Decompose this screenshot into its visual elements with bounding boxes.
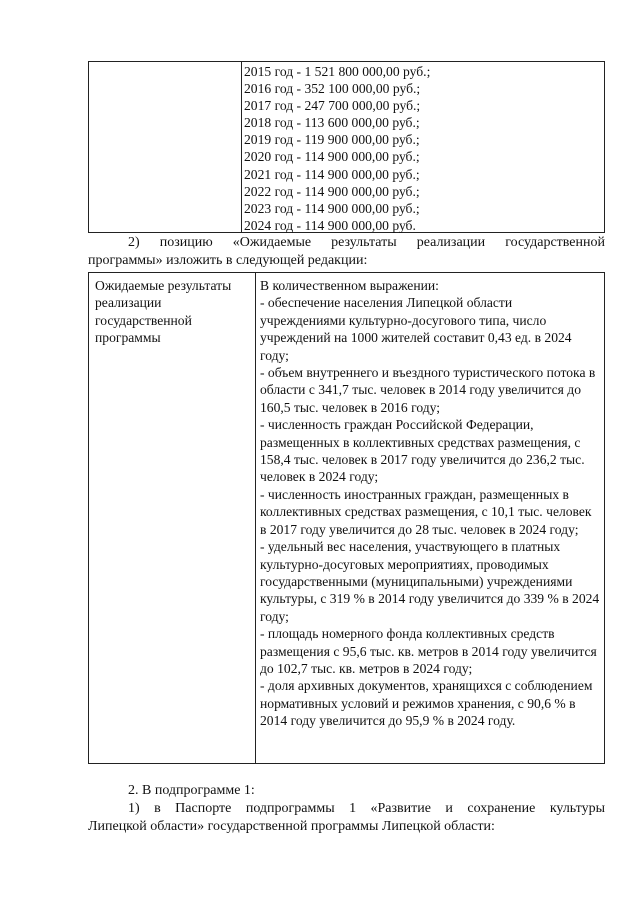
funding-table-values xyxy=(244,63,600,234)
results-label-line: программы xyxy=(95,330,161,346)
funding-line: 2022 год - 114 900 000,00 руб.; xyxy=(244,183,420,199)
results-label-line: Ожидаемые результаты xyxy=(95,278,232,293)
results-item: - численность граждан Российской Федерации, размещенных в коллективных средствах размещения, с 158,4 тыс. человек в 2017 году увеличится до 236,2 тыс. человек в 2024 году; xyxy=(260,417,585,485)
funding-line: 2024 год - 114 900 000,00 руб. xyxy=(244,217,416,233)
results-item: - обеспечение населения Липецкой области учреждениями культурно-досугового типа, число учреждений на 1000 жителей составит 0,43 ед. в 2024 году; xyxy=(260,295,572,363)
funding-line: 2023 год - 114 900 000,00 руб.; xyxy=(244,200,420,216)
results-table-content-cell xyxy=(260,277,600,730)
funding-table xyxy=(88,61,605,233)
results-item: - площадь номерного фонда коллективных средств размещения с 95,6 тыс. кв. метров в 2014 году увеличится до 102,7 тыс. кв. метров в 2024 году; xyxy=(260,626,597,676)
funding-line: 2017 год - 247 700 000,00 руб.; xyxy=(244,98,421,114)
funding-line: 2021 год - 114 900 000,00 руб.; xyxy=(244,166,420,182)
section-2-paragraph-line-2: Липецкой области» государственной программы Липецкой области: xyxy=(88,819,495,834)
results-table-column-divider xyxy=(255,273,256,763)
results-item: - удельный вес населения, участвующего в платных культурно-досуговых мероприятиях, проводимых государственными (муниципальными) учреждениями культуры, с 319 % в 2014 году увеличится до 339 % в 2024 году; xyxy=(260,539,600,624)
funding-line: 2016 год - 352 100 000,00 руб.; xyxy=(244,81,421,97)
section-2-heading: 2. В подпрограмме 1: xyxy=(128,783,255,798)
expected-results-table xyxy=(88,272,605,764)
funding-table-column-divider xyxy=(241,62,242,232)
section-2-paragraph-line-1: 1) в Паспорте подпрограммы 1 «Развитие и сохранение культуры xyxy=(128,801,605,816)
funding-line: 2020 год - 114 900 000,00 руб.; xyxy=(244,149,420,165)
results-item: - объем внутреннего и въездного туристического потока в области с 341,7 тыс. человек в 2014 году увеличится до 160,5 тыс. человек в 2016 году; xyxy=(260,365,596,415)
results-intro: В количественном выражении: xyxy=(260,278,439,293)
results-label-line: реализации xyxy=(95,295,162,311)
funding-line: 2018 год - 113 600 000,00 руб.; xyxy=(244,115,420,131)
instruction-paragraph-line-1: 2) позицию «Ожидаемые результаты реализации государственной xyxy=(128,235,605,250)
results-table-label-cell xyxy=(95,277,251,347)
results-item: - доля архивных документов, хранящихся с соблюдением нормативных условий и режимов хранения, с 90,6 % в 2014 году увеличится до 95,9 % в 2024 году. xyxy=(260,678,593,729)
instruction-paragraph-line-2: программы» изложить в следующей редакции: xyxy=(88,253,368,268)
funding-line: 2015 год - 1 521 800 000,00 руб.; xyxy=(244,64,431,79)
results-label-line: государственной xyxy=(95,312,192,328)
results-item: - численность иностранных граждан, размещенных в коллективных средствах размещения, с 10,1 тыс. человек в 2017 году увеличится до 28 тыс. человек в 2024 году; xyxy=(260,486,592,537)
funding-line: 2019 год - 119 900 000,00 руб.; xyxy=(244,132,420,148)
